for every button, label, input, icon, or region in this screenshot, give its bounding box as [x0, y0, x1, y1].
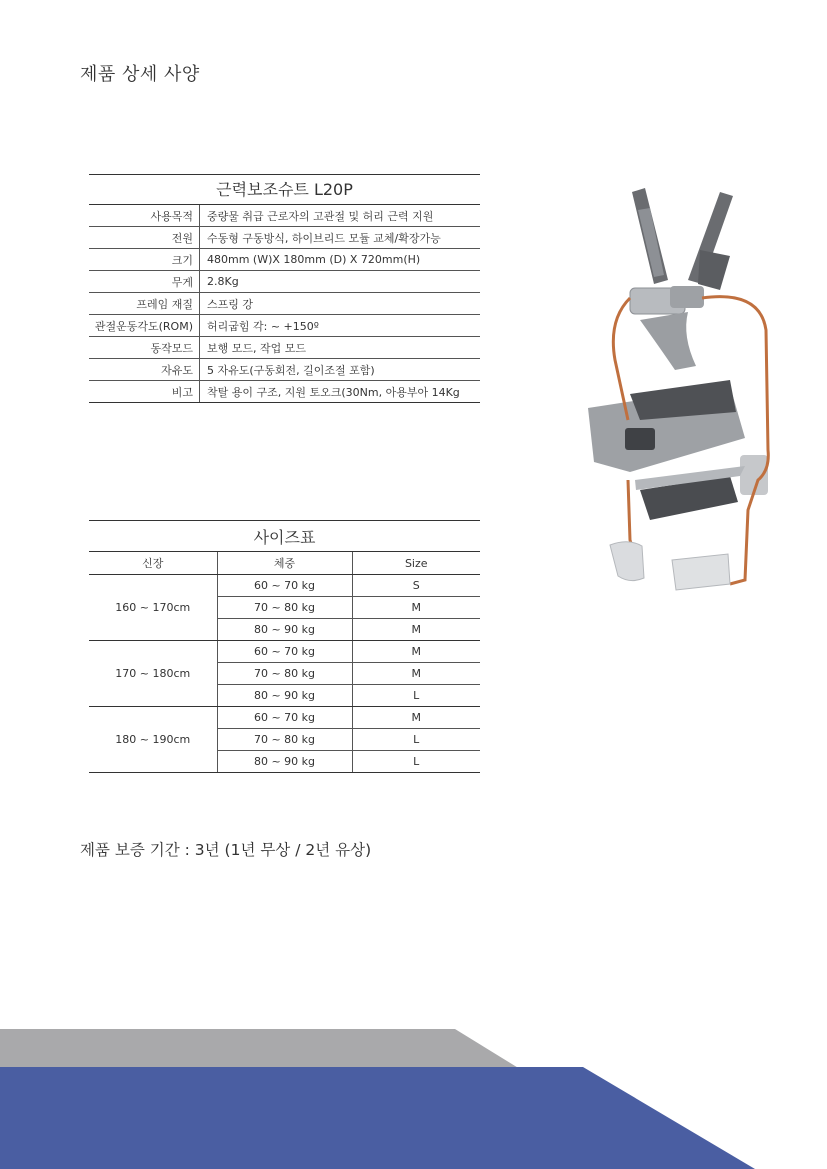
- size-cell: M: [352, 707, 480, 729]
- size-row: [89, 575, 480, 597]
- height-range-cell: 170 ~ 180cm: [89, 641, 217, 707]
- weight-cell: 60 ~ 70 kg: [217, 641, 352, 663]
- size-cell: M: [352, 619, 480, 641]
- spec-row: [89, 315, 480, 337]
- height-range-cell: 180 ~ 190cm: [89, 707, 217, 773]
- weight-cell: 70 ~ 80 kg: [217, 729, 352, 751]
- spec-label: 전원: [89, 227, 200, 249]
- spec-label: 프레임 재질: [89, 293, 200, 315]
- product-photo-harness: [570, 180, 790, 600]
- spec-value: 착탈 용이 구조, 지원 토오크(30Nm, 아용부아 14Kg: [200, 381, 481, 403]
- spec-label: 동작모드: [89, 337, 200, 359]
- spec-label: 비고: [89, 381, 200, 403]
- size-row: [89, 707, 480, 729]
- weight-cell: 80 ~ 90 kg: [217, 751, 352, 773]
- size-cell: L: [352, 685, 480, 707]
- spec-label: 크기: [89, 249, 200, 271]
- size-row: [89, 641, 480, 663]
- spec-row: [89, 337, 480, 359]
- spec-value: 480mm (W)X 180mm (D) X 720mm(H): [200, 249, 481, 271]
- spec-value: 5 자유도(구동회전, 길이조절 포함): [200, 359, 481, 381]
- warranty-text: 제품 보증 기간 : 3년 (1년 무상 / 2년 유상): [80, 841, 372, 859]
- spec-table-title: 근력보조슈트 L20P: [89, 174, 480, 205]
- spec-row: [89, 359, 480, 381]
- spec-row: [89, 293, 480, 315]
- size-chart-title: 사이즈표: [89, 520, 480, 552]
- size-cell: M: [352, 597, 480, 619]
- spec-row: [89, 249, 480, 271]
- weight-cell: 70 ~ 80 kg: [217, 663, 352, 685]
- spec-label: 사용목적: [89, 205, 200, 227]
- spec-row: [89, 227, 480, 249]
- size-chart-table: [89, 520, 480, 773]
- spec-row: [89, 271, 480, 293]
- size-cell: L: [352, 729, 480, 751]
- spec-label: 관절운동각도(ROM): [89, 315, 200, 337]
- spec-value: 수동형 구동방식, 하이브리드 모듈 교체/확장가능: [200, 227, 481, 249]
- height-range-cell: 160 ~ 170cm: [89, 575, 217, 641]
- spec-value: 2.8Kg: [200, 271, 481, 293]
- spec-value: 보행 모드, 작업 모드: [200, 337, 481, 359]
- footer-blue-band: [0, 1067, 755, 1169]
- header-size: Size: [352, 552, 480, 575]
- weight-cell: 70 ~ 80 kg: [217, 597, 352, 619]
- spec-row: [89, 381, 480, 403]
- weight-cell: 60 ~ 70 kg: [217, 707, 352, 729]
- spec-label: 무게: [89, 271, 200, 293]
- footer-banner: [0, 1029, 827, 1169]
- weight-cell: 80 ~ 90 kg: [217, 619, 352, 641]
- size-cell: L: [352, 751, 480, 773]
- header-weight: 체중: [217, 552, 352, 575]
- spec-value: 중량물 취급 근로자의 고관절 및 허리 근력 지원: [200, 205, 481, 227]
- spec-label: 자유도: [89, 359, 200, 381]
- size-cell: M: [352, 663, 480, 685]
- spec-value: 허리굽힘 각: ~ +150º: [200, 315, 481, 337]
- size-cell: S: [352, 575, 480, 597]
- weight-cell: 60 ~ 70 kg: [217, 575, 352, 597]
- spec-value: 스프링 강: [200, 293, 481, 315]
- footer-gray-band: [0, 1029, 520, 1069]
- weight-cell: 80 ~ 90 kg: [217, 685, 352, 707]
- spec-table: [89, 174, 480, 403]
- header-height: 신장: [89, 552, 217, 575]
- size-cell: M: [352, 641, 480, 663]
- page-title: 제품 상세 사양: [80, 64, 200, 85]
- spec-row: [89, 205, 480, 227]
